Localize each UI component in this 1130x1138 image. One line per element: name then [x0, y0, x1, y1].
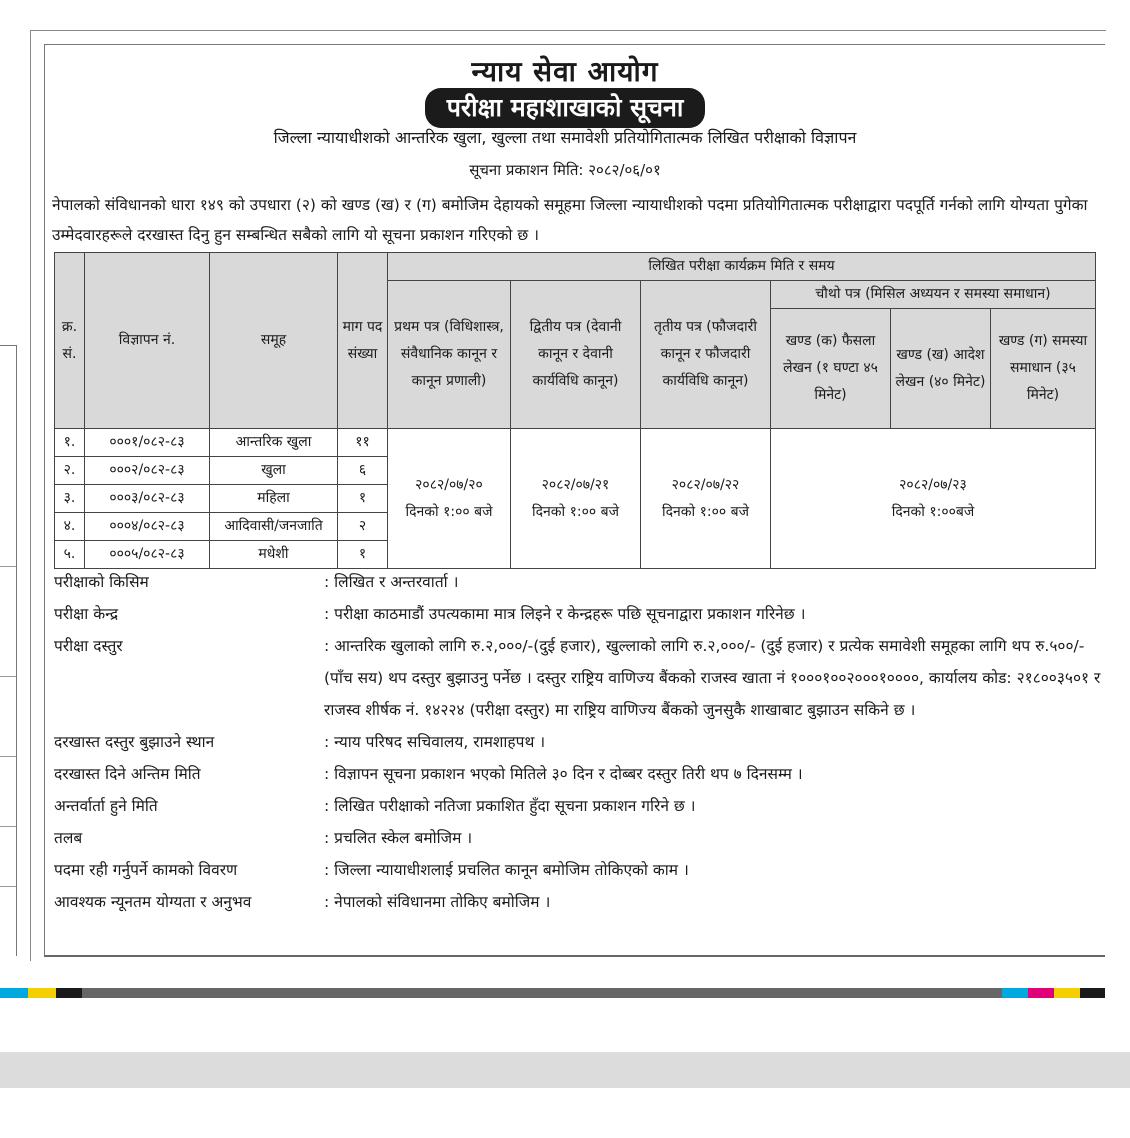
intro-paragraph: नेपालको संविधानको धारा १४९ को उपधारा (२) को खण्ड (ख) र (ग) बमोजिम देहायको समूहमा जिल्ला न्यायाधीशको पदमा प्रतियोगितात्मक परीक्षाद्वारा पदपूर्ति गर्नको लागि योग्यता पुगेका उम्मेदवारहरूले दरखास्त दिनु हुन सम्बन्धित सबैको लागि यो सूचना प्रकाशन गरिएको छ ।: [52, 196, 1088, 244]
paper1-datetime: २०८२/०७/२० दिनको १:०० बजे: [388, 429, 511, 569]
detail-label: परीक्षाको किसिम: [54, 573, 149, 591]
row-adv-no: ०००४/०८२-८३: [85, 513, 210, 541]
swatch-black-right: [1080, 988, 1105, 998]
row-posts: ६: [338, 457, 388, 485]
detail-label: आवश्यक न्यूनतम योग्यता र अनुभव: [54, 893, 252, 911]
table-row: [55, 429, 1096, 457]
row-group: मधेशी: [210, 541, 338, 569]
swatch-cyan-right: [1002, 988, 1028, 998]
detail-value: : लिखित परीक्षाको नतिजा प्रकाशित हुँदा सूचना प्रकाशन गरिने छ ।: [324, 797, 696, 815]
paper4-datetime: २०८२/०७/२३ दिनको १:००बजे: [771, 429, 1096, 569]
detail-exam-type: [54, 566, 1104, 598]
detail-label: पदमा रही गर्नुपर्ने कामको विवरण: [54, 861, 238, 879]
row-sn: ३.: [55, 485, 85, 513]
detail-value: : नेपालको संविधानमा तोकिए बमोजिम ।: [324, 893, 551, 911]
detail-label: अन्तर्वार्ता हुने मिति: [54, 797, 158, 815]
swatch-yellow-right: [1054, 988, 1080, 998]
section-a-header: खण्ड (क) फैसला लेखन (१ घण्टा ४५ मिनेट): [771, 309, 891, 429]
row-adv-no: ०००१/०८२-८३: [85, 429, 210, 457]
print-color-bar: [0, 988, 1130, 998]
banner-wrap: [0, 88, 1130, 128]
paper3-header: तृतीय पत्र (फौजदारी कानून र फौजदारी कार्यविधि कानून): [641, 281, 771, 429]
detail-label: परीक्षा केन्द्र: [54, 605, 119, 623]
detail-value: : जिल्ला न्यायाधीशलाई प्रचलित कानून बमोजिम तोकिएको काम ।: [324, 861, 689, 879]
swatch-yellow: [28, 988, 56, 998]
section-b-header: खण्ड (ख) आदेश लेखन (४० मिनेट): [891, 309, 991, 429]
row-sn: १.: [55, 429, 85, 457]
swatch-magenta-right: [1028, 988, 1054, 998]
row-posts: १: [338, 485, 388, 513]
row-group: आन्तरिक खुला: [210, 429, 338, 457]
publication-date: सूचना प्रकाशन मिति: २०८२/०६/०१: [469, 161, 661, 179]
paper2-datetime: २०८२/०७/२१ दिनको १:०० बजे: [511, 429, 641, 569]
row-adv-no: ०००३/०८२-८३: [85, 485, 210, 513]
sn-header: क्र. सं.: [55, 253, 85, 429]
paper4-header: चौथो पत्र (मिसिल अध्ययन र समस्या समाधान): [771, 281, 1096, 309]
schedule-header: लिखित परीक्षा कार्यक्रम मिति र समय: [388, 253, 1096, 281]
row-group: आदिवासी/जनजाति: [210, 513, 338, 541]
detail-value: : परीक्षा काठमाडौं उपत्यकामा मात्र लिइने र केन्द्रहरू पछि सूचनाद्वारा प्रकाशन गरिनेछ ।: [324, 605, 806, 623]
row-group: महिला: [210, 485, 338, 513]
notice-subtitle: जिल्ला न्यायाधीशको आन्तरिक खुला, खुल्ला तथा समावेशी प्रतियोगितात्मक लिखित परीक्षाको विज्ञापन: [273, 128, 857, 147]
detail-exam-center: [54, 598, 1104, 630]
row-posts: १: [338, 541, 388, 569]
detail-label: दरखास्त दिने अन्तिम मिति: [54, 765, 201, 783]
detail-exam-fee: [54, 630, 1104, 726]
group-header: समूह: [210, 253, 338, 429]
row-sn: २.: [55, 457, 85, 485]
swatch-black: [56, 988, 82, 998]
bottom-gray-strip: [0, 1052, 1130, 1088]
row-sn: ५.: [55, 541, 85, 569]
gray-rule: [82, 988, 1002, 998]
detail-qualification: [54, 886, 1104, 918]
detail-value: : न्याय परिषद सचिवालय, रामशाहपथ ।: [324, 733, 546, 751]
detail-value: : लिखित र अन्तरवार्ता ।: [324, 573, 459, 591]
swatch-cyan: [0, 988, 28, 998]
paper3-datetime: २०८२/०७/२२ दिनको १:०० बजे: [641, 429, 771, 569]
adjacent-column-strip: [0, 345, 17, 956]
page-title: न्याय सेवा आयोग: [471, 55, 659, 88]
detail-deadline: [54, 758, 1104, 790]
row-posts: २: [338, 513, 388, 541]
paper1-header: प्रथम पत्र (विधिशास्त्र, संवैधानिक कानून र कानून प्रणाली): [388, 281, 511, 429]
notice-banner: परीक्षा महाशाखाको सूचना: [425, 88, 706, 128]
adv-no-header: विज्ञापन नं.: [85, 253, 210, 429]
detail-job-description: [54, 854, 1104, 886]
detail-salary: [54, 822, 1104, 854]
detail-value: : विज्ञापन सूचना प्रकाशन भएको मितिले ३० दिन र दोब्बर दस्तुर तिरी थप ७ दिनसम्म ।: [324, 765, 803, 783]
detail-label: दरखास्त दस्तुर बुझाउने स्थान: [54, 733, 215, 751]
posts-header: माग पद संख्या: [338, 253, 388, 429]
detail-label: परीक्षा दस्तुर: [54, 637, 123, 655]
paper2-header: द्वितीय पत्र (देवानी कानून र देवानी कार्यविधि कानून): [511, 281, 641, 429]
detail-value: : प्रचलित स्केल बमोजिम ।: [324, 829, 473, 847]
row-sn: ४.: [55, 513, 85, 541]
section-c-header: खण्ड (ग) समस्या समाधान (३५ मिनेट): [991, 309, 1096, 429]
detail-interview-date: [54, 790, 1104, 822]
row-posts: ११: [338, 429, 388, 457]
row-group: खुला: [210, 457, 338, 485]
row-adv-no: ०००२/०८२-८३: [85, 457, 210, 485]
detail-label: तलब: [54, 829, 83, 847]
exam-schedule-table: [54, 252, 1096, 569]
detail-value: : आन्तरिक खुलाको लागि रु.२,०००/-(दुई हजार), खुल्लाको लागि रु.२,०००/- (दुई हजार) र प्रत्येक समावेशी समूहका लागि थप रु.५००/- (पाँच सय) थप दस्तुर बुझाउनु पर्नेछ । दस्तुर राष्ट्रिय वाणिज्य बैंकको राजस्व खाता नं १०००१००२०००१००००, कार्यालय कोड: २१८००३५०१ र राजस्व शीर्षक नं. १४२२४ (परीक्षा दस्तुर) मा राष्ट्रिय वाणिज्य बैंकको जुनसुकै शाखाबाट बुझाउन सकिने छ ।: [324, 637, 1101, 719]
notice-details: [54, 566, 1104, 918]
row-adv-no: ०००५/०८२-८३: [85, 541, 210, 569]
detail-fee-location: [54, 726, 1104, 758]
